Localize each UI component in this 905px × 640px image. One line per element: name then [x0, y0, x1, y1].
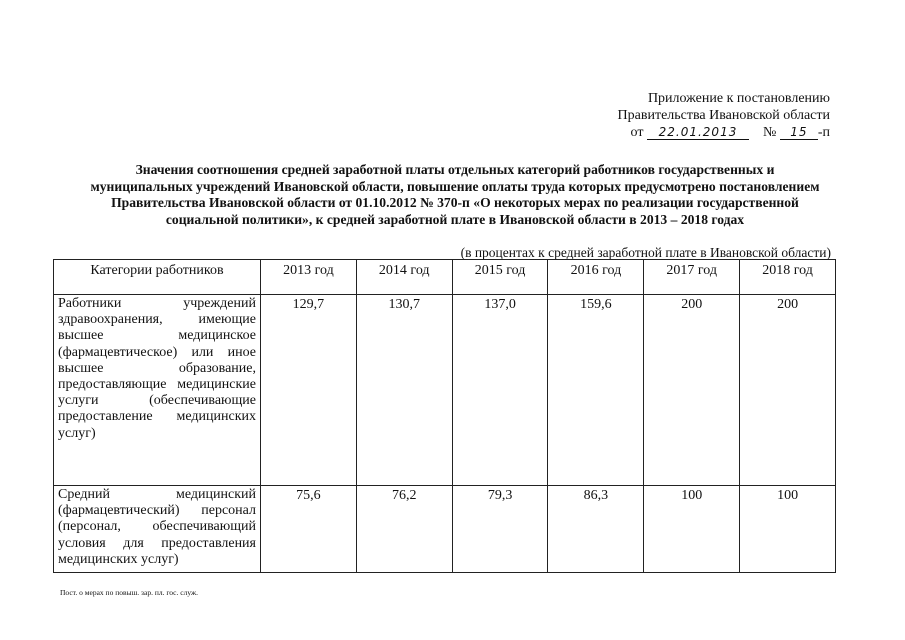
- appendix-header: [618, 90, 830, 141]
- appendix-line-3: [618, 124, 830, 141]
- value-cell: 100: [644, 486, 740, 573]
- value-cell: 76,2: [356, 486, 452, 573]
- date-prefix: от: [630, 125, 644, 140]
- handwritten-date: 22.01.2013: [647, 126, 749, 140]
- salary-ratio-table: [53, 259, 836, 573]
- table-row: [54, 295, 836, 486]
- value-cell: 200: [740, 295, 836, 486]
- number-suffix: -п: [817, 125, 830, 140]
- table-header-row: [54, 260, 836, 295]
- header-category: Категории работников: [54, 260, 261, 295]
- value-cell: 200: [644, 295, 740, 486]
- value-cell: 75,6: [261, 486, 357, 573]
- handwritten-number: 15: [780, 126, 818, 140]
- header-2015: 2015 год: [452, 260, 548, 295]
- category-cell: Работники учреждений здравоохранения, имеющие высшее медицинское (фармацевтическое) или иное высшее образование, предоставляющие медицинские услуги (обеспечивающие предоставление медицинских услуг): [54, 295, 261, 486]
- category-cell: Средний медицинский (фармацевтический) персонал (персонал, обеспечивающий условия для предоставления медицинских услуг): [54, 486, 261, 573]
- value-cell: 137,0: [452, 295, 548, 486]
- number-prefix: №: [762, 125, 777, 140]
- value-cell: 100: [740, 486, 836, 573]
- footer-note: Пост. о мерах по повыш. зар. пл. гос. служ.: [60, 588, 199, 597]
- header-2018: 2018 год: [740, 260, 836, 295]
- header-2013: 2013 год: [261, 260, 357, 295]
- value-cell: 86,3: [548, 486, 644, 573]
- value-cell: 129,7: [261, 295, 357, 486]
- table-row: [54, 486, 836, 573]
- units-note: (в процентах к средней заработной плате в Ивановской области): [460, 245, 831, 260]
- appendix-line-2: Правительства Ивановской области: [617, 108, 830, 123]
- value-cell: 130,7: [356, 295, 452, 486]
- header-2017: 2017 год: [644, 260, 740, 295]
- header-2016: 2016 год: [548, 260, 644, 295]
- document-title: Значения соотношения средней заработной платы отдельных категорий работников государственных и муниципальных учреждений Ивановской области, повышение оплаты труда которых предусмотрено постановлением Правительства Ивановской области от 01.10.2012 № 370-п «О некоторых мерах по реализации государственной социальной политики», к средней заработной плате в Ивановской области в 2013 – 2018 годах: [90, 162, 820, 227]
- appendix-line-1: Приложение к постановлению: [647, 91, 830, 106]
- value-cell: 159,6: [548, 295, 644, 486]
- value-cell: 79,3: [452, 486, 548, 573]
- header-2014: 2014 год: [356, 260, 452, 295]
